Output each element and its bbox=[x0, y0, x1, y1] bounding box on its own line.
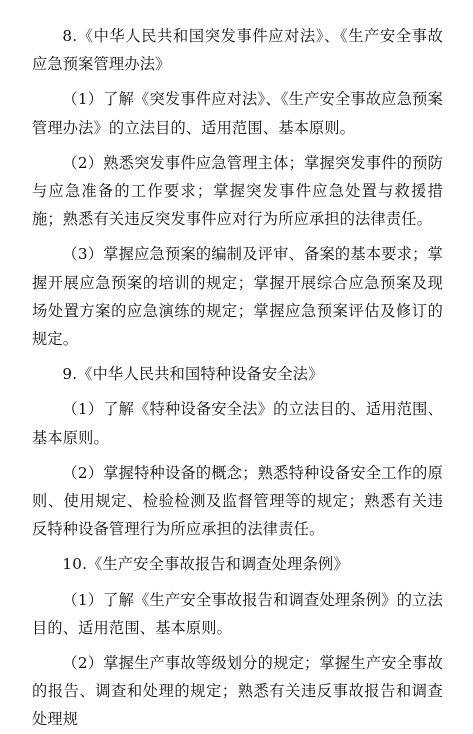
section-heading-10: 10.《生产安全事故报告和调查处理条例》 bbox=[62, 555, 349, 574]
section-8-item-3: （3）掌握应急预案的编制及评审、备案的基本要求；掌握开展应急预案的培训的规定；掌握开展综合应急预案及现场处置方案的应急演练的规定；掌握应急预案评估及修订的规定。 bbox=[32, 245, 443, 349]
section-10-item-2: （2）掌握生产事故等级划分的规定；掌握生产安全事故的报告、调查和处理的规定；熟悉有关违反事故报告和调查处理规 bbox=[32, 654, 443, 729]
section-8-item-1: （1）了解《突发事件应对法》、《生产安全事故应急预案管理办法》的立法目的、适用范围、基本原则。 bbox=[32, 90, 443, 137]
section-heading-8: 8.《中华人民共和国突发事件应对法》、《生产安全事故应急预案管理办法》 bbox=[32, 27, 443, 74]
section-8-item-2: （2）熟悉突发事件应急管理主体；掌握突发事件的预防与应急准备的工作要求；掌握突发事件应急处置与救援措施；熟悉有关违反突发事件应对行为所应承担的法律责任。 bbox=[32, 153, 443, 229]
section-heading-9: 9.《中华人民共和国特种设备安全法》 bbox=[62, 365, 324, 384]
section-10-item-1: （1）了解《生产安全事故报告和调查处理条例》的立法目的、适用范围、基本原则。 bbox=[32, 590, 443, 637]
section-9-item-2: （2）掌握特种设备的概念；熟悉特种设备安全工作的原则、使用规定、检验检测及监督管理等的规定；熟悉有关违反特种设备管理行为所应承担的法律责任。 bbox=[32, 463, 443, 539]
section-9-item-1: （1）了解《特种设备安全法》的立法目的、适用范围、基本原则。 bbox=[32, 400, 443, 447]
